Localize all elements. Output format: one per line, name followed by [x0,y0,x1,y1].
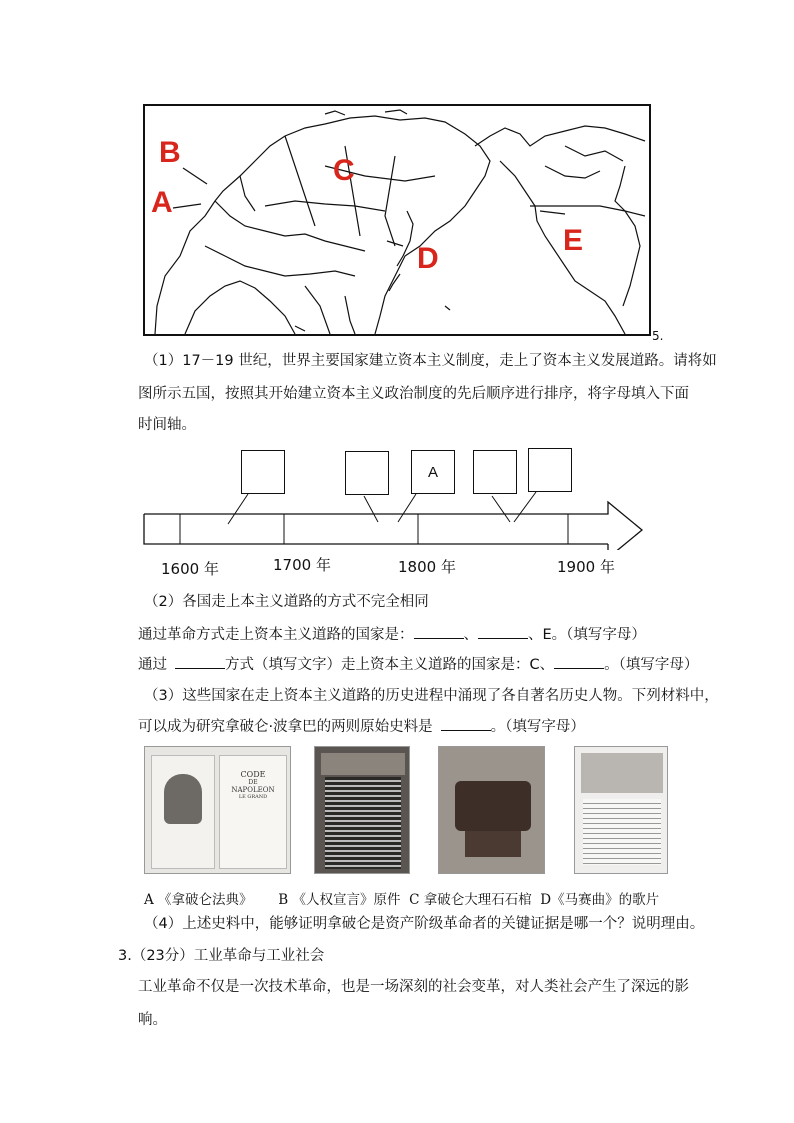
q1-line2: 图所示五国，按照其开始建立资本主义政治制度的先后顺序进行排序，将字母填入下面 [138,386,689,402]
q1-line3: 时间轴。 [138,417,196,433]
section3-heading: 3.（23分）工业革命与工业社会 [118,948,325,964]
marseillaise-score [583,799,661,865]
timeline-box-4[interactable] [473,450,517,494]
q2-line1 [138,624,646,645]
declaration-text-block [325,777,401,869]
year-1700: 1700 年 [273,556,331,574]
map-label-d: D [417,242,439,275]
q2-line2 [138,654,698,675]
code-title-page [219,755,287,869]
timeline-box-1[interactable] [241,450,285,494]
q2-line2-text-a: 通过 [138,657,167,673]
q2-line2-text-c: 。（填写字母） [604,657,699,673]
q2-blank-4[interactable] [554,654,604,669]
marseillaise-image [574,746,668,874]
world-map [143,104,651,336]
timeline-box-2[interactable] [345,451,389,495]
q2-blank-3[interactable] [175,654,225,669]
q2-line1-text-a: 通过革命方式走上资本主义道路的国家是： [138,627,414,643]
q2-line1-sep: 、 [463,627,478,643]
timeline [140,440,660,590]
q3-blank[interactable] [441,716,491,731]
sarcophagus-body [455,781,531,831]
year-1600: 1600 年 [161,560,219,578]
q1-line1: （1）17－19 世纪，世界主要国家建立资本主义制度，走上了资本主义发展道路。请将如 [144,353,717,369]
portrait-figure [164,774,202,824]
q3-line2 [138,716,585,737]
q2-line2-text-b: 方式（填写文字）走上资本主义道路的国家是：C、 [225,657,555,673]
q2-blank-1[interactable] [414,624,464,639]
napoleon-portrait-page [151,755,215,869]
section3-para2: 响。 [138,1012,167,1028]
year-1900: 1900 年 [557,558,615,576]
map-label-a: A [151,186,173,219]
q3-line2-text-a: 可以成为研究拿破仑·波拿巴的两则原始史料是 [138,719,433,735]
book-text-4: LE GRAND [238,794,268,800]
timeline-box-3[interactable]: A [411,450,455,494]
q2-title: （2）各国走上本主义道路的方式不完全相同 [144,594,429,610]
book-text-2: DE [248,779,258,786]
q2-line1-text-b: 、E。（填写字母） [528,627,646,643]
timeline-box-5[interactable] [528,448,572,492]
year-1800: 1800 年 [398,558,456,576]
sarcophagus-image [438,746,545,874]
declaration-top [321,753,405,775]
declaration-image [314,746,410,874]
map-label-c: C [333,154,355,187]
book-text-3: NAPOLEON [231,786,275,794]
marseillaise-illustration [581,753,663,793]
map-outline [145,106,649,334]
section3-para1: 工业革命不仅是一次技术革命，也是一场深刻的社会变革，对人类社会产生了深远的影 [138,979,689,995]
q3-line2-text-b: 。（填写字母） [490,719,585,735]
map-trailing-mark: 5. [652,329,664,343]
q3-line1: （3）这些国家在走上资本主义道路的历史进程中涌现了各自著名历史人物。下列材料中， [144,688,719,704]
napoleon-code-image [144,746,291,874]
map-label-b: B [159,136,181,169]
book-text-1: CODE [240,770,266,779]
timeline-arrow [140,440,660,550]
map-label-e: E [563,224,584,257]
q2-blank-2[interactable] [478,624,528,639]
q4-line1: （4）上述史料中，能够证明拿破仑是资产阶级革命者的关键证据是哪一个？说明理由。 [144,916,705,932]
sarcophagus-base [465,831,521,857]
image-captions: A 《拿破仑法典》 B 《人权宣言》原件 C 拿破仑大理石石棺 D《马赛曲》的歌片 [144,892,660,908]
